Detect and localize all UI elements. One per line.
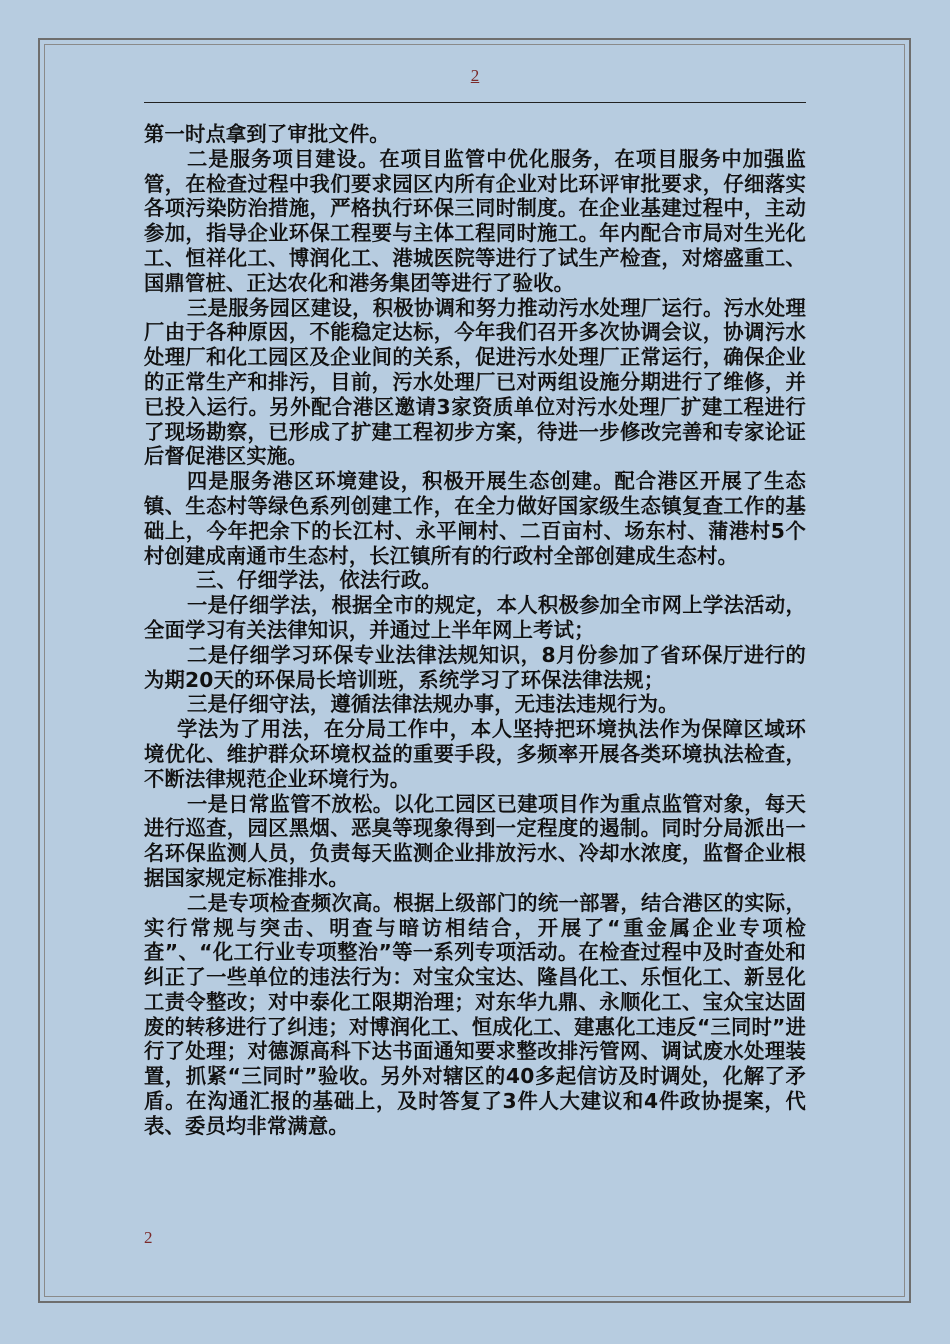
paragraph: 第一时点拿到了审批文件。 xyxy=(144,122,390,146)
paragraph: 二是服务项目建设。在项目监管中优化服务，在项目服务中加强监管，在检查过程中我们要求园区内所有企业对比环评审批要求，仔细落实各项污染防治措施，严格执行环保三同时制度。在企业基建过程中，主动参加，指导企业环保工程要与主体工程同时施工。年内配合市局对生光化工、恒祥化工、博润化工、港城医院等进行了试生产检查，对熔盛重工、国鼎管桩、正达农化和港务集团等进行了验收。 xyxy=(144,146,806,295)
section-heading: 三、仔细学法，依法行政。 xyxy=(196,568,442,593)
header-page-number: 2 xyxy=(470,66,480,85)
paragraph: 二是仔细学习环保专业法律法规知识，8月份参加了省环保厅进行的为期20天的环保局长培训班，系统学习了环保法律法规； xyxy=(144,642,806,692)
footer-page-number: 2 xyxy=(144,1228,153,1247)
paragraph: 二是专项检查频次高。根据上级部门的统一部署，结合港区的实际，实行常规与突击、明查与暗访相结合，开展了“重金属企业专项检查”、“化工行业专项整治”等一系列专项活动。在检查过程中及时查处和纠正了一些单位的违法行为：对宝众宝达、隆昌化工、乐恒化工、新昱化工责令整改；对中泰化工限期治理；对东华九鼎、永顺化工、宝众宝达固废的转移进行了纠违；对博润化工、恒成化工、建惠化工违反“三同时”进行了处理；对德源高科下达书面通知要求整改排污管网、调试废水处理装置，抓紧“三同时”验收。另外对辖区的40多起信访及时调处，化解了矛盾。在沟通汇报的基础上，及时答复了3件人大建议和4件政协提案，代表、委员均非常满意。 xyxy=(144,890,806,1138)
document-body xyxy=(144,122,806,1139)
paragraph: 三是服务园区建设，积极协调和努力推动污水处理厂运行。污水处理厂由于各种原因，不能稳定达标，今年我们召开多次协调会议，协调污水处理厂和化工园区及企业间的关系，促进污水处理厂正常运行，确保企业的正常生产和排污，目前，污水处理厂已对两组设施分期进行了维修，并已投入运行。另外配合港区邀请3家资质单位对污水处理厂扩建工程进行了现场勘察，已形成了扩建工程初步方案，待进一步修改完善和专家论证后督促港区实施。 xyxy=(144,295,806,469)
paragraph: 四是服务港区环境建设，积极开展生态创建。配合港区开展了生态镇、生态村等绿色系列创建工作，在全力做好国家级生态镇复查工作的基础上，今年把余下的长江村、永平闸村、二百亩村、场东村、蒲港村5个村创建成南通市生态村，长江镇所有的行政村全部创建成生态村。 xyxy=(144,469,806,568)
paragraph: 学法为了用法，在分局工作中，本人坚持把环境执法作为保障区域环境优化、维护群众环境权益的重要手段，多频率开展各类环境执法检查，不断法律规范企业环境行为。 xyxy=(144,717,806,791)
paragraph: 一是日常监管不放松。以化工园区已建项目作为重点监管对象，每天进行巡查，园区黑烟、恶臭等现象得到一定程度的遏制。同时分局派出一名环保监测人员，负责每天监测企业排放污水、冷却水浓度，监督企业根据国家规定标准排水。 xyxy=(144,791,806,890)
header-rule xyxy=(144,102,806,103)
paragraph: 三是仔细守法，遵循法律法规办事，无违法违规行为。 xyxy=(187,692,679,717)
paragraph: 一是仔细学法，根据全市的规定，本人积极参加全市网上学法活动，全面学习有关法律知识，并通过上半年网上考试； xyxy=(144,593,806,642)
